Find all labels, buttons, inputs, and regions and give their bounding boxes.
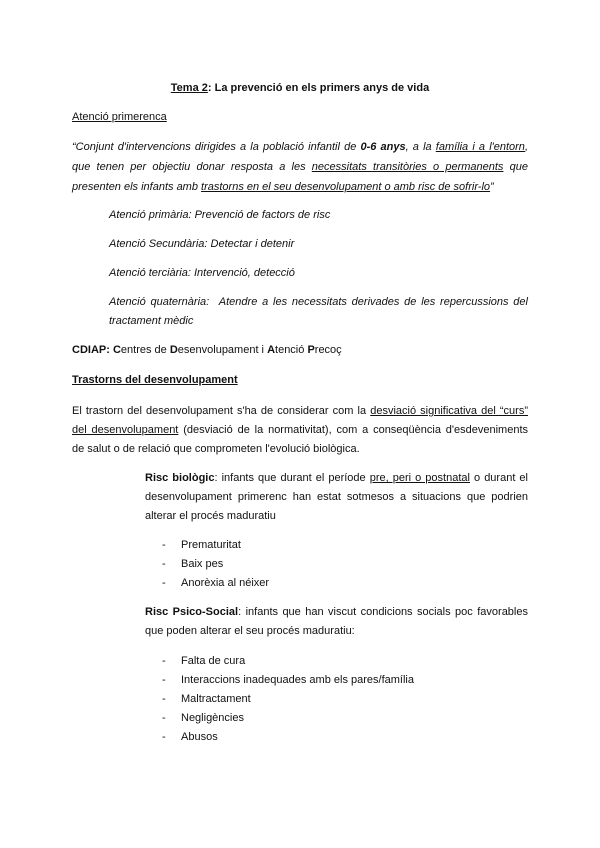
bullet-dash: -	[162, 674, 166, 686]
risc-text: o durant el	[469, 472, 528, 484]
cdiap-word: esenvolupament i	[177, 344, 268, 356]
list-item	[162, 576, 166, 590]
list-item-text: Baix pes	[181, 558, 224, 570]
para-text: El trastorn del desenvolupament s'ha de considerar com la	[72, 405, 371, 417]
atencio-terciaria: Atenció terciària: Intervenció, detecció	[109, 267, 295, 279]
quaternaria-label: Atenció quaternària:	[109, 296, 210, 308]
cdiap-word: recoç	[314, 344, 342, 356]
risc-biologic-line-2: desenvolupament primerenc han estat sotmesos a situacions que podrien	[145, 491, 528, 503]
para-deviation: desviació significativa del “curs”	[370, 405, 529, 417]
cdiap-letter: C	[112, 344, 121, 356]
quote-family-environment: família i a l'entorn	[435, 141, 525, 153]
list-item	[162, 538, 166, 552]
para-text: (desviació de la normativitat), com a conseqüència d'esdeveniments	[178, 424, 529, 436]
title-topic-name: : La prevenció en els primers anys de vida	[207, 82, 430, 94]
risc-biologic-line-3: alterar el procés maduratiu	[145, 510, 276, 522]
title-topic-number: Tema 2	[170, 82, 208, 94]
section-heading-trastorns: Trastorns del desenvolupament	[72, 374, 238, 386]
list-item-text: Falta de cura	[181, 655, 246, 667]
quote-needs: necessitats transitòries o permanents	[311, 161, 504, 173]
list-item-text: Abusos	[181, 731, 218, 743]
list-item	[162, 730, 166, 744]
bullet-dash: -	[162, 693, 166, 705]
bullet-dash: -	[162, 731, 166, 743]
quote-age-range: 0-6 anys	[360, 141, 406, 153]
list-item	[162, 557, 166, 571]
quote-disorders: trastorns en el seu desenvolupament o amb risc de sofrir-lo	[201, 181, 491, 193]
trastorns-paragraph-line-1	[72, 404, 528, 418]
atencio-secundaria: Atenció Secundària: Detectar i detenir	[109, 238, 295, 250]
quote-text: presenten els infants amb	[72, 181, 202, 193]
cdiap-word: tenció	[275, 344, 308, 356]
cdiap-letter: P	[307, 344, 315, 356]
risc-biologic-label: Risc biològic	[145, 472, 215, 484]
definition-quote-line-1	[72, 140, 528, 154]
quote-text: que	[503, 161, 528, 173]
section-heading-atencio: Atenció primerenca	[72, 111, 167, 123]
bullet-dash: -	[162, 655, 166, 667]
risc-psicosocial-line-1	[145, 605, 528, 619]
cdiap-definition	[72, 343, 342, 357]
bullet-dash: -	[162, 558, 166, 570]
list-item-text: Anorèxia al néixer	[181, 577, 270, 589]
bullet-dash: -	[162, 577, 166, 589]
list-item-text: Interaccions inadequades amb els pares/família	[181, 674, 414, 686]
quote-text: ,	[524, 141, 528, 153]
risc-text: : infants que durant el període	[214, 472, 370, 484]
risc-period: pre, peri o postnatal	[369, 472, 470, 484]
trastorns-paragraph-line-3: de salut o de relació que comprometen l'evolució biològica.	[72, 443, 360, 455]
risc-text: : infants que han viscut condicions socials poc favorables	[238, 606, 528, 618]
list-item-text: Maltractament	[181, 693, 251, 705]
quote-text: , a la	[405, 141, 436, 153]
trastorns-paragraph-line-2	[72, 423, 528, 437]
cdiap-word: entres de	[120, 344, 170, 356]
list-item	[162, 673, 166, 687]
para-deviation: del desenvolupament	[72, 424, 179, 436]
list-item	[162, 711, 166, 725]
atencio-primaria: Atenció primària: Prevenció de factors de risc	[109, 209, 331, 221]
cdiap-letter: A	[267, 344, 276, 356]
risc-psicosocial-label: Risc Psico-Social	[145, 606, 239, 618]
definition-quote-line-2	[72, 160, 528, 174]
bullet-dash: -	[162, 712, 166, 724]
quote-text: ”	[490, 181, 494, 193]
list-item	[162, 654, 166, 668]
risc-biologic-line-1	[145, 471, 528, 485]
bullet-dash: -	[162, 539, 166, 551]
atencio-quaternaria-line-2: tractament mèdic	[109, 315, 194, 327]
quote-text: que tenen per objectiu donar resposta a les	[72, 161, 312, 173]
cdiap-letter: D	[169, 344, 178, 356]
risc-psicosocial-line-2: que poden alterar el seu procés maduratiu:	[145, 625, 355, 637]
list-item	[162, 692, 166, 706]
atencio-quaternaria-line-1	[109, 295, 528, 309]
quote-text: “Conjunt d'intervencions dirigides a la població infantil de	[72, 141, 361, 153]
page-title	[0, 81, 600, 95]
cdiap-label: CDIAP:	[72, 344, 110, 356]
list-item-text: Negligències	[181, 712, 244, 724]
list-item-text: Prematuritat	[181, 539, 241, 551]
definition-quote-line-3	[72, 180, 494, 194]
quaternaria-text: Atendre a les necessitats derivades de les repercussions del	[218, 296, 528, 308]
